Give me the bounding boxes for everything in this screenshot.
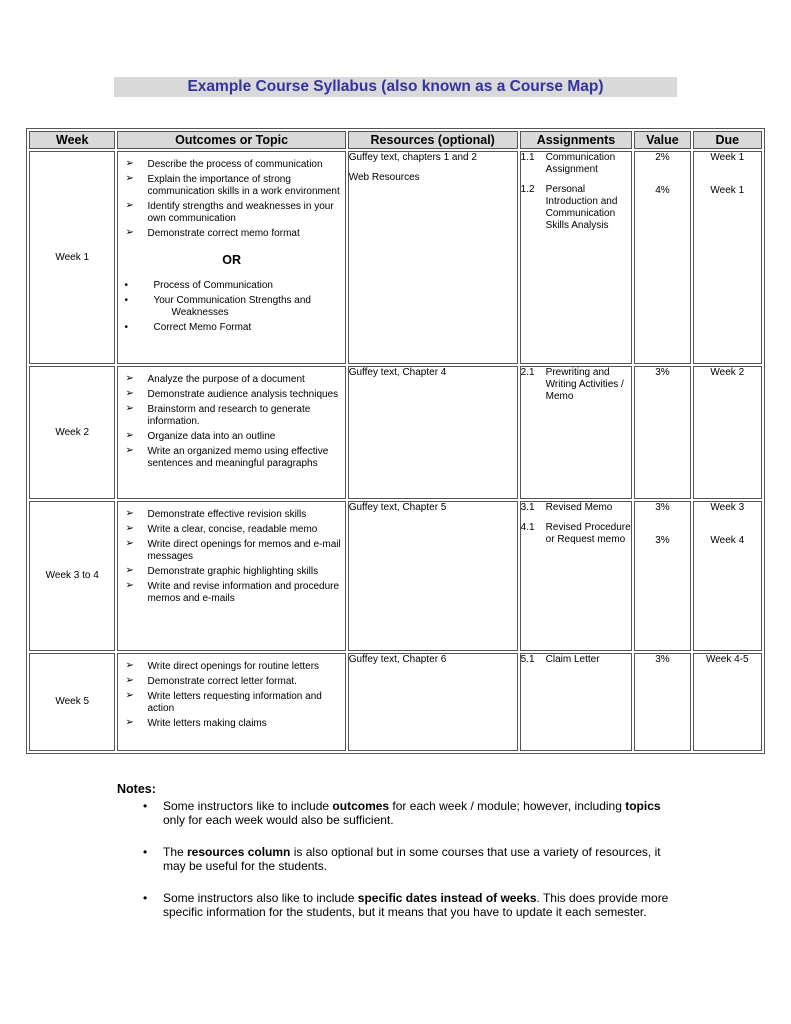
assignment-text: Personal Introduction and Communication Skills Analysis bbox=[545, 184, 618, 231]
assignment-number: 5.1 bbox=[520, 654, 535, 665]
outcome-text: Write direct openings for routine letters bbox=[147, 661, 320, 672]
table-header-row bbox=[29, 131, 762, 149]
header-assignments: Assignments bbox=[520, 131, 633, 149]
outcome-item bbox=[118, 661, 344, 673]
outcomes-list bbox=[118, 661, 344, 730]
outcomes-cell bbox=[117, 366, 345, 499]
outcome-text: Write letters requesting information and action bbox=[147, 691, 322, 714]
topic-text: Process of Communication bbox=[153, 280, 273, 291]
due-text: Week 1 bbox=[710, 152, 745, 163]
arrow-bullet-icon: ➢ bbox=[125, 717, 134, 728]
topic-item bbox=[118, 280, 344, 292]
assignment-item bbox=[521, 654, 632, 666]
due-text: Week 4 bbox=[710, 535, 745, 546]
outcome-item bbox=[118, 581, 344, 605]
topic-item bbox=[118, 295, 344, 319]
outcomes-cell bbox=[117, 653, 345, 751]
note-text: specific dates instead of weeks bbox=[357, 890, 537, 905]
outcome-item bbox=[118, 174, 344, 198]
note-item bbox=[117, 845, 677, 874]
outcome-text: Demonstrate effective revision skills bbox=[147, 509, 307, 520]
due-text: Week 4-5 bbox=[705, 654, 749, 665]
outcomes-list bbox=[118, 509, 344, 605]
value-cell bbox=[634, 151, 690, 364]
bullet-dot-icon: • bbox=[143, 844, 148, 859]
assignment-number: 1.1 bbox=[520, 152, 535, 163]
arrow-bullet-icon: ➢ bbox=[125, 580, 134, 591]
table-row bbox=[29, 653, 762, 751]
assignment-item bbox=[521, 184, 632, 232]
header-week: Week bbox=[29, 131, 115, 149]
note-text: Some instructors also like to include bbox=[163, 890, 358, 905]
value-text: 2% bbox=[655, 152, 670, 163]
assignment-item bbox=[521, 367, 632, 403]
week-cell: Week 1 bbox=[29, 151, 115, 364]
arrow-bullet-icon: ➢ bbox=[125, 200, 134, 211]
value-text: 4% bbox=[655, 185, 670, 196]
assignments-cell bbox=[520, 653, 633, 751]
arrow-bullet-icon: ➢ bbox=[125, 565, 134, 576]
note-text: The bbox=[163, 844, 188, 859]
arrow-bullet-icon: ➢ bbox=[125, 227, 134, 238]
outcomes-cell bbox=[117, 151, 345, 364]
resources-cell bbox=[348, 366, 518, 499]
notes-section bbox=[117, 782, 677, 937]
bullet-dot-icon: • bbox=[124, 295, 128, 306]
assignment-text: Revised Memo bbox=[545, 502, 613, 513]
bullet-dot-icon: • bbox=[124, 280, 128, 291]
outcomes-list bbox=[118, 374, 344, 470]
page-title: Example Course Syllabus (also known as a Course Map) bbox=[114, 77, 677, 97]
outcome-text: Write an organized memo using effective sentences and meaningful paragraphs bbox=[147, 446, 329, 469]
outcome-text: Demonstrate correct letter format. bbox=[147, 676, 297, 687]
note-text: . This does provide more specific information for the students, but it means that you have to update it each semester. bbox=[163, 890, 669, 919]
arrow-bullet-icon: ➢ bbox=[125, 403, 134, 414]
resource-text: Web Resources bbox=[348, 172, 420, 183]
due-cell bbox=[693, 653, 762, 751]
outcome-item bbox=[118, 389, 344, 401]
arrow-bullet-icon: ➢ bbox=[125, 675, 134, 686]
due-cell bbox=[693, 151, 762, 364]
outcome-item bbox=[118, 676, 344, 688]
assignment-text: Prewriting and Writing Activities / Memo bbox=[545, 367, 624, 402]
outcome-text: Write letters making claims bbox=[147, 718, 267, 729]
resource-text: Guffey text, Chapter 6 bbox=[348, 654, 447, 665]
due-text: Week 2 bbox=[710, 367, 745, 378]
value-cell bbox=[634, 501, 690, 651]
outcomes-list bbox=[118, 159, 344, 240]
topic-item bbox=[118, 322, 344, 334]
header-resources: Resources (optional) bbox=[348, 131, 518, 149]
table-row bbox=[29, 151, 762, 364]
arrow-bullet-icon: ➢ bbox=[125, 538, 134, 549]
resource-text: Guffey text, Chapter 4 bbox=[348, 367, 447, 378]
syllabus-table bbox=[26, 128, 765, 754]
outcome-text: Demonstrate audience analysis techniques bbox=[147, 389, 339, 400]
or-label: OR bbox=[222, 253, 241, 267]
arrow-bullet-icon: ➢ bbox=[125, 388, 134, 399]
value-text: 3% bbox=[655, 535, 670, 546]
assignments-cell bbox=[520, 366, 633, 499]
outcome-item bbox=[118, 374, 344, 386]
outcome-item bbox=[118, 404, 344, 428]
assignments-cell bbox=[520, 151, 633, 364]
outcome-item bbox=[118, 446, 344, 470]
resource-text: Guffey text, Chapter 5 bbox=[348, 502, 447, 513]
arrow-bullet-icon: ➢ bbox=[125, 690, 134, 701]
outcome-item bbox=[118, 524, 344, 536]
bullet-dot-icon: • bbox=[124, 322, 128, 333]
note-item bbox=[117, 891, 677, 920]
arrow-bullet-icon: ➢ bbox=[125, 373, 134, 384]
due-text: Week 3 bbox=[710, 502, 745, 513]
topic-text: Correct Memo Format bbox=[153, 322, 252, 333]
assignment-number: 3.1 bbox=[520, 502, 535, 513]
assignment-text: Revised Procedure or Request memo bbox=[545, 522, 631, 545]
outcome-text: Organize data into an outline bbox=[147, 431, 276, 442]
outcome-text: Write a clear, concise, readable memo bbox=[147, 524, 318, 535]
outcome-item bbox=[118, 159, 344, 171]
outcome-item bbox=[118, 228, 344, 240]
outcome-item bbox=[118, 201, 344, 225]
note-text: outcomes bbox=[332, 798, 390, 813]
outcome-text: Analyze the purpose of a document bbox=[147, 374, 305, 385]
value-text: 3% bbox=[655, 654, 670, 665]
outcome-item bbox=[118, 431, 344, 443]
assignment-text: Communication Assignment bbox=[545, 152, 616, 175]
notes-heading: Notes: bbox=[117, 782, 156, 796]
resource-text: Guffey text, chapters 1 and 2 bbox=[348, 152, 477, 163]
outcome-text: Identify strengths and weaknesses in your own communication bbox=[147, 201, 334, 224]
assignment-item bbox=[521, 502, 632, 514]
table-row bbox=[29, 366, 762, 499]
note-text: is also optional but in some courses that use a variety of resources, it may be useful for the students. bbox=[163, 844, 661, 873]
outcome-text: Write direct openings for memos and e-mail messages bbox=[147, 539, 341, 562]
assignment-number: 2.1 bbox=[520, 367, 535, 378]
due-cell bbox=[693, 366, 762, 499]
topic-text-cont: Weaknesses bbox=[171, 307, 229, 318]
outcome-text: Demonstrate correct memo format bbox=[147, 228, 300, 239]
outcome-text: Write and revise information and procedure memos and e-mails bbox=[147, 581, 340, 604]
due-text: Week 1 bbox=[710, 185, 745, 196]
bullet-dot-icon: • bbox=[143, 798, 148, 813]
arrow-bullet-icon: ➢ bbox=[125, 508, 134, 519]
outcome-item bbox=[118, 566, 344, 578]
topics-list bbox=[118, 280, 344, 334]
value-cell bbox=[634, 366, 690, 499]
resources-cell bbox=[348, 653, 518, 751]
assignment-text: Claim Letter bbox=[545, 654, 600, 665]
header-due: Due bbox=[693, 131, 762, 149]
notes-list bbox=[117, 799, 677, 920]
week-cell: Week 3 to 4 bbox=[29, 501, 115, 651]
assignment-item bbox=[521, 522, 632, 546]
arrow-bullet-icon: ➢ bbox=[125, 158, 134, 169]
note-item bbox=[117, 799, 677, 828]
assignment-number: 4.1 bbox=[520, 522, 535, 533]
outcome-item bbox=[118, 509, 344, 521]
note-text: topics bbox=[625, 798, 661, 813]
arrow-bullet-icon: ➢ bbox=[125, 660, 134, 671]
note-text: Some instructors like to include bbox=[163, 798, 333, 813]
resources-cell bbox=[348, 501, 518, 651]
outcome-text: Demonstrate graphic highlighting skills bbox=[147, 566, 319, 577]
header-outcomes: Outcomes or Topic bbox=[117, 131, 345, 149]
topic-text: Your Communication Strengths and bbox=[153, 295, 311, 306]
header-value: Value bbox=[634, 131, 690, 149]
outcome-text: Brainstorm and research to generate information. bbox=[147, 404, 311, 427]
outcome-item bbox=[118, 539, 344, 563]
note-text: for each week / module; however, including bbox=[389, 798, 626, 813]
note-text: resources column bbox=[187, 844, 291, 859]
table-row bbox=[29, 501, 762, 651]
assignments-cell bbox=[520, 501, 633, 651]
assignment-item bbox=[521, 152, 632, 176]
week-cell: Week 5 bbox=[29, 653, 115, 751]
outcome-text: Explain the importance of strong communication skills in a work environment bbox=[147, 174, 340, 197]
assignment-number: 1.2 bbox=[520, 184, 535, 195]
bullet-dot-icon: • bbox=[143, 890, 148, 905]
note-text: only for each week would also be sufficient. bbox=[163, 813, 394, 827]
value-text: 3% bbox=[655, 502, 670, 513]
outcome-item bbox=[118, 691, 344, 715]
week-cell: Week 2 bbox=[29, 366, 115, 499]
value-text: 3% bbox=[655, 367, 670, 378]
value-cell bbox=[634, 653, 690, 751]
resources-cell bbox=[348, 151, 518, 364]
arrow-bullet-icon: ➢ bbox=[125, 523, 134, 534]
outcome-text: Describe the process of communication bbox=[147, 159, 323, 170]
arrow-bullet-icon: ➢ bbox=[125, 445, 134, 456]
arrow-bullet-icon: ➢ bbox=[125, 430, 134, 441]
outcome-item bbox=[118, 718, 344, 730]
arrow-bullet-icon: ➢ bbox=[125, 173, 134, 184]
due-cell bbox=[693, 501, 762, 651]
outcomes-cell bbox=[117, 501, 345, 651]
